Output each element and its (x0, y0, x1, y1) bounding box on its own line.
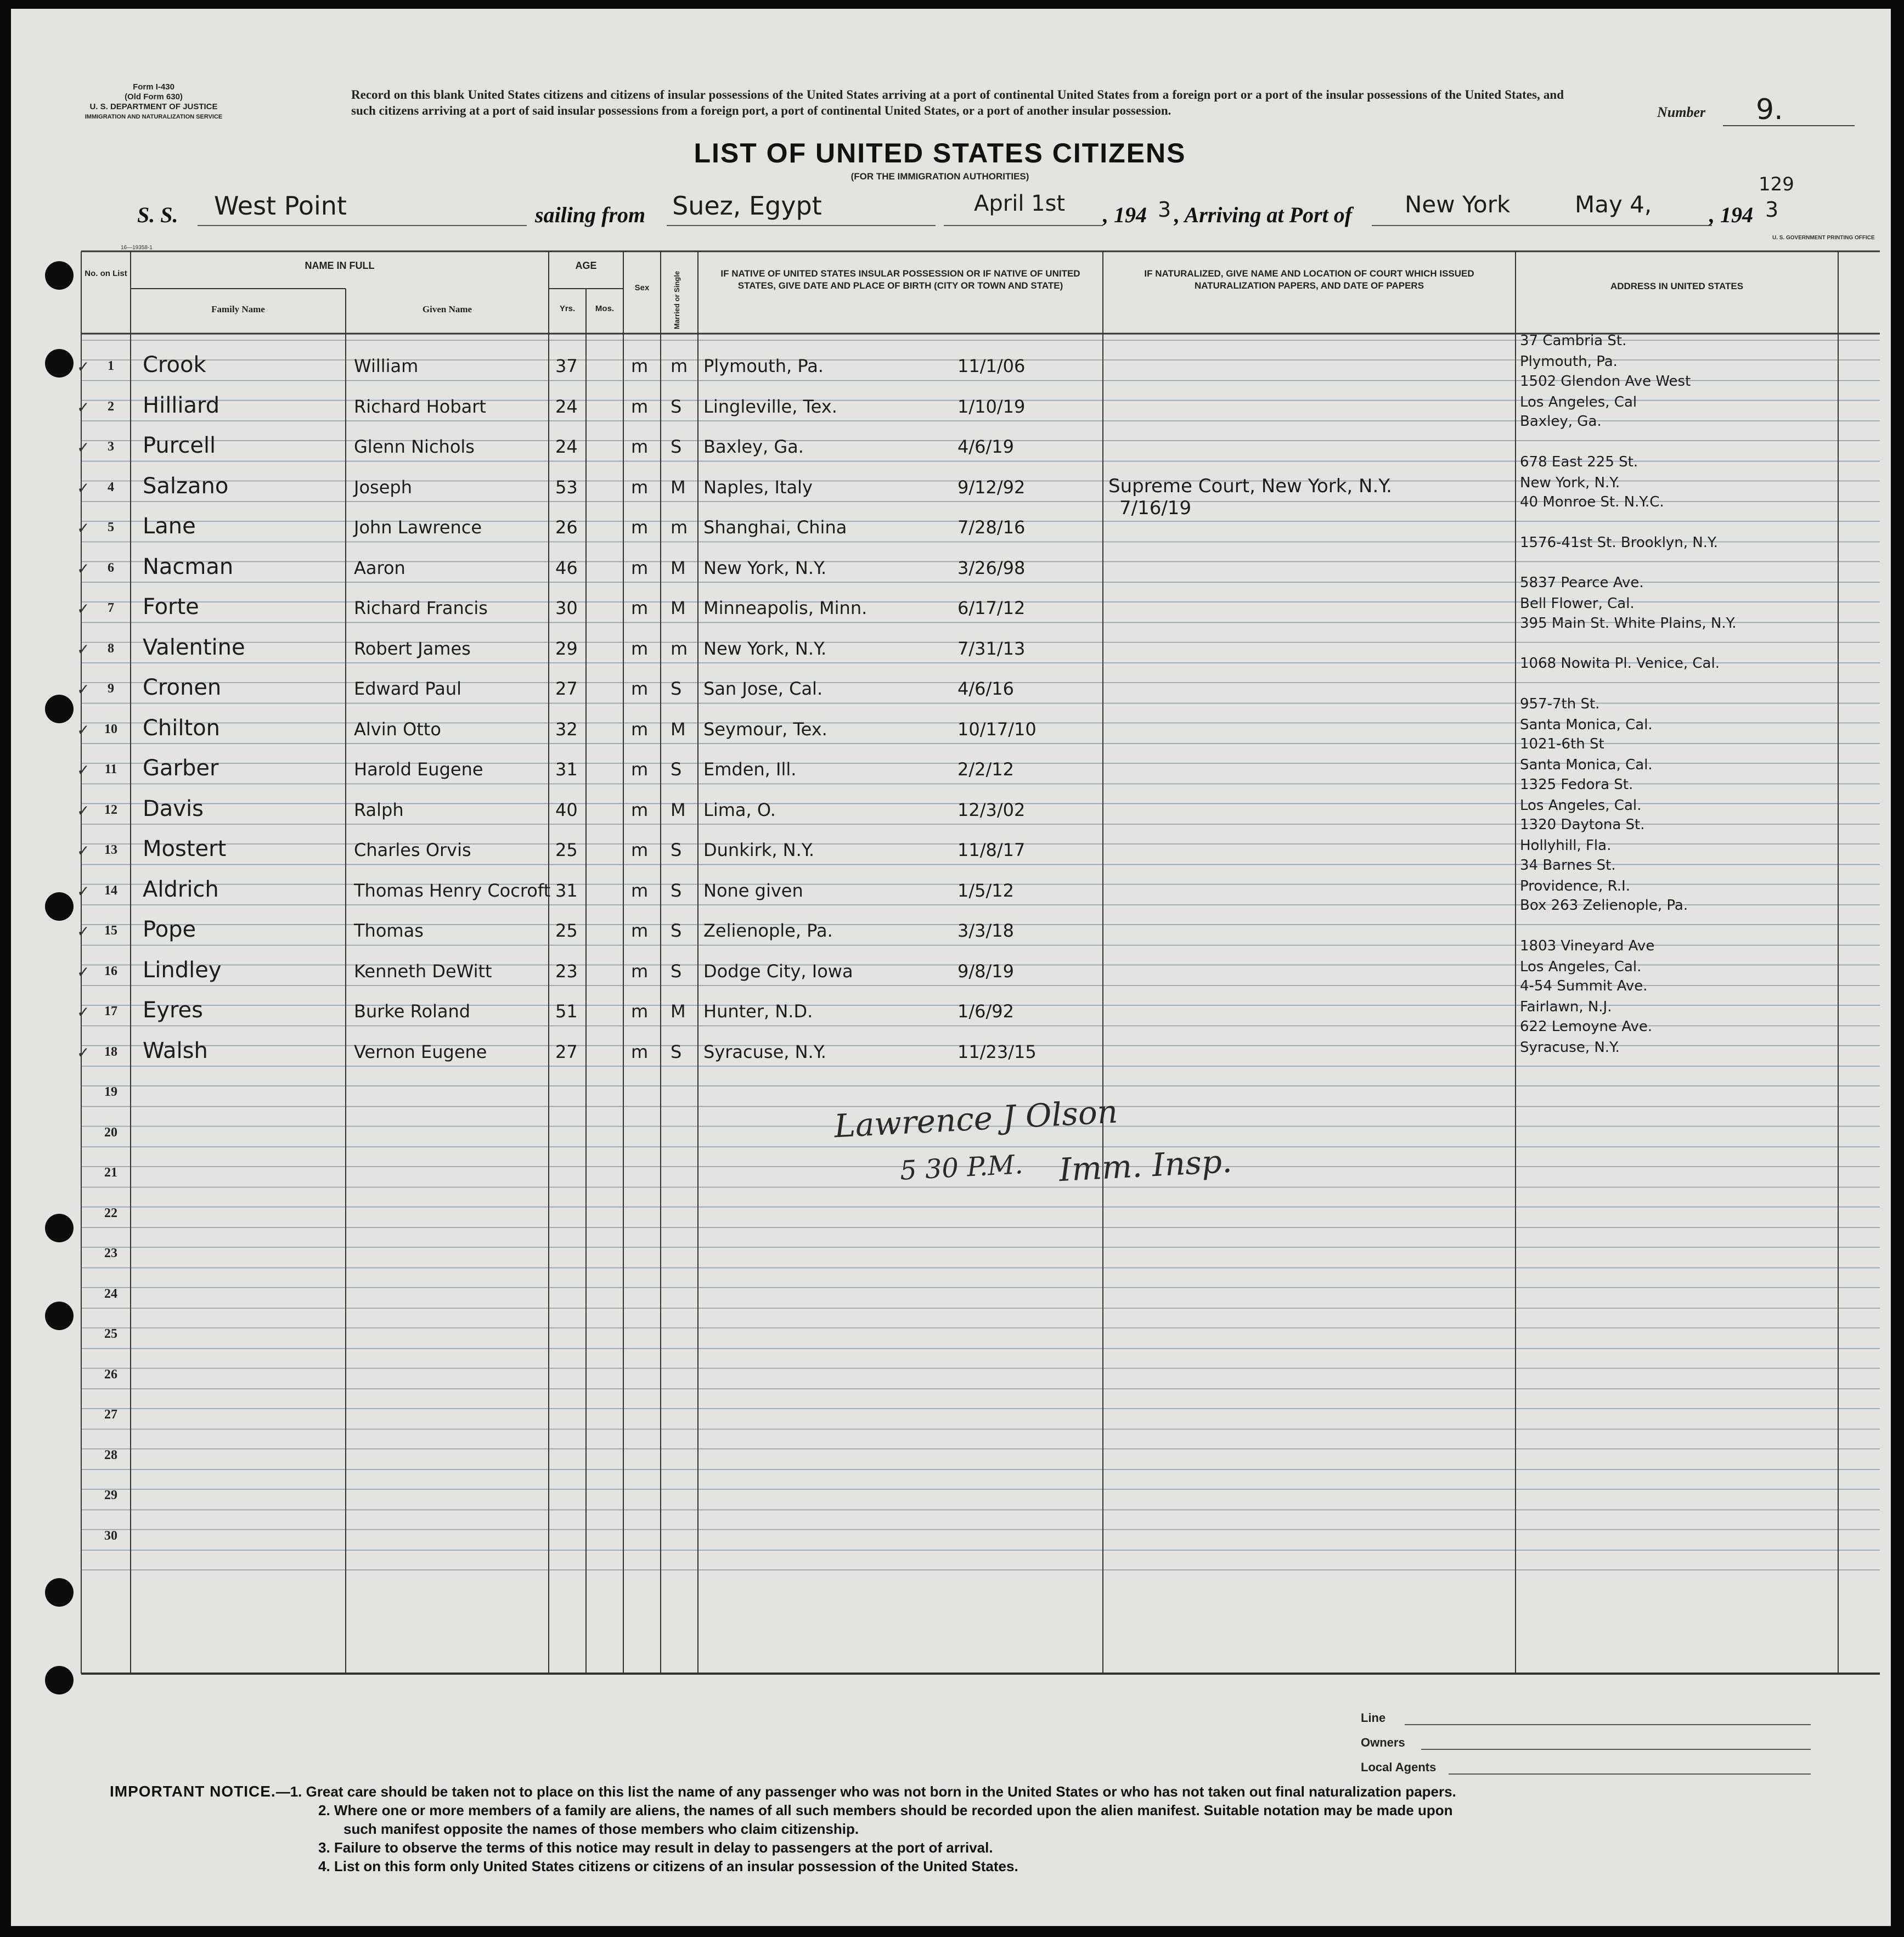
address-line-1: 1068 Nowita Pl. Venice, Cal. (1520, 655, 1720, 672)
sex: m (631, 557, 649, 578)
departure-year-digit: 3 (1158, 198, 1171, 222)
col-header-sex: Sex (634, 283, 650, 292)
age-years: 32 (555, 718, 578, 740)
birth-place: Minneapolis, Minn. (703, 598, 867, 618)
address-line-2: Santa Monica, Cal. (1520, 757, 1653, 773)
family-name: Salzano (143, 473, 229, 499)
address-line-2: Syracuse, N.Y. (1520, 1039, 1620, 1056)
owners-underline (1421, 1749, 1811, 1750)
marital-status: S (671, 960, 682, 982)
row-number: 19 (104, 1085, 117, 1099)
age-years: 25 (555, 920, 578, 941)
marital-status: m (671, 356, 688, 376)
arrival-port: New York (1405, 191, 1511, 218)
given-name: Richard Francis (354, 598, 488, 618)
address-line-2: Providence, R.I. (1520, 877, 1630, 894)
family-name: Chilton (143, 715, 221, 741)
family-name: Walsh (143, 1038, 208, 1063)
departure-date: April 1st (974, 191, 1066, 216)
given-name: Burke Roland (354, 1001, 471, 1022)
address-line-1: 1325 Fedora St. (1520, 776, 1633, 793)
check-mark-icon: ✓ (77, 882, 90, 900)
sex: m (631, 436, 649, 457)
local-agents-label: Local Agents (1361, 1760, 1437, 1774)
manifest-number: 9. (1756, 93, 1783, 126)
given-name: Thomas Henry Cocroft (354, 880, 551, 901)
address-line-2: Fairlawn, N.J. (1520, 999, 1612, 1015)
birth-date: 1/5/12 (957, 880, 1014, 901)
birth-date: 3/26/98 (957, 557, 1026, 578)
given-name: Edward Paul (354, 678, 462, 699)
address-line-1: 1803 Vineyard Ave (1520, 937, 1655, 954)
address-line-1: 4-54 Summit Ave. (1520, 978, 1648, 994)
age-years: 27 (555, 1041, 578, 1062)
birth-date: 11/23/15 (957, 1041, 1037, 1062)
age-years: 40 (555, 799, 578, 820)
marital-status: S (671, 840, 682, 860)
birth-place: Plymouth, Pa. (703, 356, 824, 376)
marital-status: S (671, 1041, 682, 1062)
family-name: Davis (143, 796, 204, 821)
marital-status: m (671, 638, 688, 659)
sex: m (631, 356, 649, 376)
check-mark-icon: ✓ (77, 438, 90, 457)
sex: m (631, 476, 649, 498)
address-line-2: Plymouth, Pa. (1520, 353, 1618, 370)
given-name: Joseph (354, 476, 412, 498)
col-header-name-in-full: NAME IN FULL (305, 260, 375, 271)
birth-date: 7/28/16 (957, 517, 1026, 538)
birth-place: Dunkirk, N.Y. (703, 840, 814, 860)
family-name: Aldrich (143, 876, 219, 902)
sex: m (631, 718, 649, 740)
notice-item-4: 4. List on this form only United States citizens or citizens of an insular possession of the United States. (318, 1858, 1018, 1874)
age-years: 24 (555, 436, 578, 457)
row-number: 3 (108, 440, 114, 454)
family-name: Hilliard (143, 392, 220, 418)
address-line-2: Los Angeles, Cal. (1520, 958, 1642, 975)
given-name: Alvin Otto (354, 718, 441, 740)
printing-office-note: U. S. GOVERNMENT PRINTING OFFICE (1772, 235, 1875, 241)
col-header-family-name: Family Name (211, 304, 265, 314)
birth-place: Lima, O. (703, 799, 776, 820)
row-number: 15 (104, 924, 117, 938)
form-number: Form I-430 (133, 82, 174, 92)
address-line-1: 37 Cambria St. (1520, 333, 1627, 349)
given-name: Richard Hobart (354, 396, 486, 417)
birth-date: 1/10/19 (957, 396, 1026, 417)
col-header-yrs: Yrs. (559, 304, 576, 313)
address-line-1: 678 East 225 St. (1520, 453, 1638, 470)
age-years: 31 (555, 759, 578, 780)
check-mark-icon: ✓ (77, 922, 90, 941)
sex: m (631, 799, 649, 820)
address-line-1: 1502 Glendon Ave West (1520, 373, 1691, 390)
birth-place: Emden, Ill. (703, 759, 797, 780)
row-number: 7 (108, 601, 114, 615)
page-number: 129 (1759, 173, 1794, 195)
check-mark-icon: ✓ (77, 559, 90, 578)
line-label: Line (1361, 1711, 1386, 1725)
row-number: 29 (104, 1488, 117, 1502)
given-name: Glenn Nichols (354, 436, 475, 457)
page-title: LIST OF UNITED STATES CITIZENS (694, 138, 1186, 168)
address-line-2: Los Angeles, Cal (1520, 393, 1637, 410)
arrival-date: May 4, (1575, 191, 1652, 218)
arrival-year-prefix: , 194 (1709, 202, 1753, 227)
age-years: 53 (555, 476, 578, 498)
birth-place: Dodge City, Iowa (703, 960, 853, 982)
sailing-label: sailing from (535, 202, 646, 227)
age-years: 51 (555, 1001, 578, 1022)
family-name: Pope (143, 917, 196, 942)
check-mark-icon: ✓ (77, 801, 90, 820)
given-name: Harold Eugene (354, 759, 483, 780)
col-header-naturalized: IF NATURALIZED, GIVE NAME AND LOCATION OF COURT WHICH ISSUED NATURALIZATION PAPERS, AND DATE OF PAPERS (1144, 268, 1474, 291)
check-mark-icon: ✓ (77, 398, 90, 416)
inspector-title: Imm. Insp. (1058, 1142, 1233, 1189)
address-line-1: 40 Monroe St. N.Y.C. (1520, 494, 1664, 510)
age-years: 26 (555, 517, 578, 538)
notice-item-3: 3. Failure to observe the terms of this notice may result in delay to passengers at the port of arrival. (318, 1839, 993, 1856)
address-line-1: 34 Barnes St. (1520, 857, 1616, 874)
check-mark-icon: ✓ (77, 720, 90, 739)
address-line-1: 622 Lemoyne Ave. (1520, 1018, 1653, 1035)
sex: m (631, 840, 649, 860)
birth-date: 11/8/17 (957, 840, 1026, 860)
family-name: Garber (143, 756, 219, 781)
age-years: 37 (555, 356, 578, 376)
sex: m (631, 396, 649, 417)
given-name: Robert James (354, 638, 471, 659)
address-line-1: 957-7th St. (1520, 695, 1600, 712)
check-mark-icon: ✓ (77, 519, 90, 537)
row-number: 18 (104, 1044, 117, 1059)
marital-status: M (671, 476, 686, 498)
check-mark-icon: ✓ (77, 962, 90, 981)
naturalization-date: 7/16/19 (1119, 497, 1192, 519)
old-form-number: (Old Form 630) (125, 92, 183, 102)
address-line-1: 1576-41st St. Brooklyn, N.Y. (1520, 534, 1718, 551)
marital-status: S (671, 436, 682, 457)
age-years: 27 (555, 678, 578, 699)
sex: m (631, 920, 649, 941)
row-number: 11 (104, 762, 117, 776)
birth-place: Zelienople, Pa. (703, 920, 833, 941)
marital-status: S (671, 920, 682, 941)
row-number: 9 (108, 682, 114, 696)
agents-underline (1449, 1773, 1811, 1775)
address-line-2: Bell Flower, Cal. (1520, 595, 1635, 612)
birth-date: 4/6/19 (957, 436, 1014, 457)
departure-year-prefix: , 194 (1103, 202, 1147, 227)
row-number: 26 (104, 1367, 117, 1382)
row-number: 14 (104, 883, 117, 898)
col-header-mos: Mos. (595, 304, 615, 313)
age-years: 46 (555, 557, 578, 578)
row-number: 1 (108, 359, 114, 373)
given-name: Ralph (354, 799, 404, 820)
address-line-1: Box 263 Zelienople, Pa. (1520, 897, 1688, 914)
family-name: Crook (143, 352, 206, 378)
birth-place: Shanghai, China (703, 517, 847, 538)
marital-status: M (671, 598, 686, 618)
arriving-label: , Arriving at Port of (1174, 202, 1353, 227)
address-line-2: New York, N.Y. (1520, 474, 1620, 491)
service-name: IMMIGRATION AND NATURALIZATION SERVICE (85, 114, 223, 120)
birth-place: Lingleville, Tex. (703, 396, 837, 417)
col-header-given-name: Given Name (422, 304, 472, 314)
departure-port: Suez, Egypt (672, 191, 822, 221)
row-number: 27 (104, 1407, 117, 1422)
birth-place: New York, N.Y. (703, 638, 827, 659)
department-name: U. S. DEPARTMENT OF JUSTICE (89, 102, 218, 111)
age-years: 29 (555, 638, 578, 659)
notice-item-1: —1. Great care should be taken not to place on this list the name of any passenger who was not born in the United States or who has not taken out final naturalization papers. (275, 1783, 1456, 1800)
line-underline (1405, 1724, 1811, 1725)
address-line-1: 395 Main St. White Plains, N.Y. (1520, 615, 1737, 632)
birth-date: 9/8/19 (957, 960, 1014, 982)
check-mark-icon: ✓ (77, 680, 90, 699)
row-number: 13 (104, 843, 117, 857)
notice-heading: IMPORTANT NOTICE. (110, 1783, 276, 1800)
age-years: 24 (555, 396, 578, 417)
sex: m (631, 880, 649, 901)
birth-place: Hunter, N.D. (703, 1001, 813, 1022)
row-number: 6 (108, 560, 114, 575)
marital-status: M (671, 1001, 686, 1022)
row-number: 28 (104, 1448, 117, 1462)
check-mark-icon: ✓ (77, 1003, 90, 1021)
sex: m (631, 517, 649, 538)
sex: m (631, 678, 649, 699)
birth-date: 1/6/92 (957, 1001, 1014, 1022)
ship-name: West Point (214, 191, 347, 221)
marital-status: m (671, 517, 688, 538)
page-subtitle: (FOR THE IMMIGRATION AUTHORITIES) (850, 171, 1029, 182)
row-number: 4 (108, 480, 114, 494)
address-line-2: Santa Monica, Cal. (1520, 716, 1653, 733)
given-name: Vernon Eugene (354, 1041, 487, 1062)
form-code: 16—19358-1 (121, 245, 153, 251)
col-header-no: No. on List (85, 269, 127, 278)
naturalization-court: Supreme Court, New York, N.Y. (1108, 475, 1392, 497)
row-number: 16 (104, 964, 117, 978)
row-number: 17 (104, 1004, 117, 1018)
check-mark-icon: ✓ (77, 478, 90, 497)
marital-status: S (671, 759, 682, 780)
row-number: 22 (104, 1206, 117, 1220)
birth-place: San Jose, Cal. (703, 678, 823, 699)
given-name: Kenneth DeWitt (354, 960, 492, 982)
birth-date: 12/3/02 (957, 799, 1026, 820)
check-mark-icon: ✓ (77, 640, 90, 658)
family-name: Cronen (143, 675, 222, 700)
age-years: 25 (555, 840, 578, 860)
row-number: 30 (104, 1528, 117, 1543)
family-name: Forte (143, 594, 199, 620)
address-line-2: Los Angeles, Cal. (1520, 797, 1642, 814)
row-number: 2 (108, 399, 114, 414)
check-mark-icon: ✓ (77, 842, 90, 860)
age-years: 31 (555, 880, 578, 901)
important-notice (110, 1782, 1816, 1876)
birth-place: Seymour, Tex. (703, 718, 827, 740)
address-line-1: 1021-6th St (1520, 736, 1604, 752)
marital-status: S (671, 880, 682, 901)
family-name: Nacman (143, 554, 234, 579)
row-number: 10 (104, 722, 117, 736)
marital-status: M (671, 799, 686, 820)
check-mark-icon: ✓ (77, 761, 90, 779)
age-years: 30 (555, 598, 578, 618)
marital-status: M (671, 557, 686, 578)
address-line-2: Hollyhill, Fla. (1520, 837, 1612, 854)
row-number: 25 (104, 1327, 117, 1341)
sex: m (631, 960, 649, 982)
birth-place: None given (703, 880, 803, 901)
ss-label: S. S. (137, 202, 178, 227)
col-header-married: Married or Single (673, 271, 681, 329)
marital-status: S (671, 396, 682, 417)
arrival-year-digit: 3 (1765, 198, 1779, 222)
col-header-birth: IF NATIVE OF UNITED STATES INSULAR POSSESSION OR IF NATIVE OF UNITED STATES, GIVE DATE AND PLACE OF BIRTH (CITY OR TOWN AND STATE) (720, 268, 1080, 291)
birth-date: 10/17/10 (957, 718, 1037, 740)
given-name: John Lawrence (354, 517, 482, 538)
row-number: 24 (104, 1286, 117, 1301)
sex: m (631, 638, 649, 659)
owners-label: Owners (1361, 1736, 1405, 1749)
age-years: 23 (555, 960, 578, 982)
birth-place: Naples, Italy (703, 476, 813, 498)
birth-date: 4/6/16 (957, 678, 1014, 699)
marital-status: S (671, 678, 682, 699)
check-mark-icon: ✓ (77, 358, 90, 376)
birth-date: 3/3/18 (957, 920, 1014, 941)
row-number: 20 (104, 1125, 117, 1140)
address-line-1: Baxley, Ga. (1520, 413, 1602, 430)
row-number: 12 (104, 802, 117, 817)
birth-date: 7/31/13 (957, 638, 1026, 659)
notice-item-2-cont: such manifest opposite the names of those members who claim citizenship. (343, 1821, 859, 1837)
col-header-address: ADDRESS IN UNITED STATES (1610, 281, 1744, 291)
notice-item-2: 2. Where one or more members of a family are aliens, the names of all such members should be recorded upon the alien manifest. Suitable notation may be made upon (318, 1802, 1453, 1818)
row-number: 8 (108, 641, 114, 656)
birth-place: New York, N.Y. (703, 557, 827, 578)
row-number: 23 (104, 1246, 117, 1260)
birth-date: 9/12/92 (957, 476, 1026, 498)
family-name: Mostert (143, 836, 227, 861)
inspector-signature: Lawrence J Olson (833, 1093, 1119, 1145)
sex: m (631, 1001, 649, 1022)
address-line-1: 5837 Pearce Ave. (1520, 575, 1644, 591)
sex: m (631, 598, 649, 618)
birth-place: Baxley, Ga. (703, 436, 804, 457)
family-name: Valentine (143, 634, 245, 660)
sex: m (631, 759, 649, 780)
address-line-1: 1320 Daytona St. (1520, 817, 1645, 833)
row-number: 5 (108, 520, 114, 534)
sex: m (631, 1041, 649, 1062)
birth-date: 2/2/12 (957, 759, 1014, 780)
check-mark-icon: ✓ (77, 600, 90, 618)
col-header-age: AGE (575, 260, 597, 271)
check-mark-icon: ✓ (77, 1043, 90, 1062)
row-number: 21 (104, 1165, 117, 1180)
number-label: Number (1657, 104, 1706, 120)
birth-place: Syracuse, N.Y. (703, 1041, 826, 1062)
given-name: Charles Orvis (354, 840, 471, 860)
given-name: Thomas (354, 920, 424, 941)
family-name: Purcell (143, 433, 216, 458)
family-name: Lindley (143, 957, 222, 983)
marital-status: M (671, 718, 686, 740)
form-instructions: Record on this blank United States citizens and citizens of insular possessions of the United States arriving at a port of continental United States from a foreign port or a port of the insular possessions of the United States, and such citizens arriving at a port of said insular possessions from a foreign port, a port of continental United States, or a port of another insular possession. (351, 88, 1564, 117)
given-name: Aaron (354, 557, 405, 578)
signature-time: 5 30 P.M. (899, 1149, 1024, 1186)
birth-date: 6/17/12 (957, 598, 1026, 618)
birth-date: 11/1/06 (957, 356, 1026, 376)
family-name: Eyres (143, 998, 203, 1023)
family-name: Lane (143, 514, 196, 539)
given-name: William (354, 356, 419, 376)
